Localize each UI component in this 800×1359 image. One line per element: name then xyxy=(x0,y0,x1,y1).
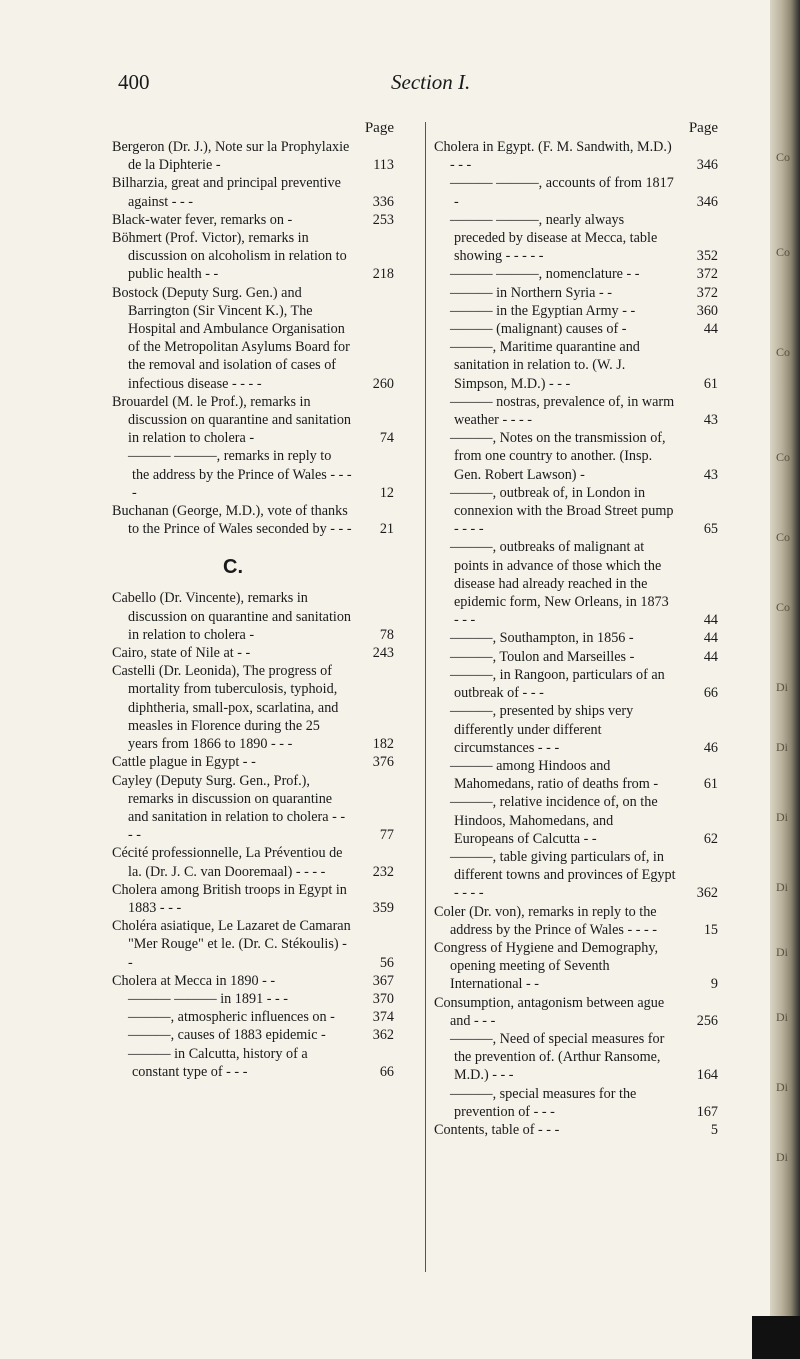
page-column-label: Page xyxy=(688,120,718,136)
index-entry-text: Consumption, antagonism between ague and - - - xyxy=(434,994,665,1029)
index-entry-page: 44 xyxy=(703,648,718,665)
index-entry-text: ——— in Calcutta, history of a constant type of - - - xyxy=(128,1045,308,1080)
edge-letter: Di xyxy=(776,810,788,824)
index-column-right xyxy=(434,118,718,1139)
index-entry-text: ——— among Hindoos and Mahomedans, ratio of deaths from - xyxy=(450,757,659,793)
edge-letter: Di xyxy=(776,1150,788,1164)
index-entry xyxy=(434,702,718,757)
index-entry-page: 74 xyxy=(379,430,394,447)
index-entry xyxy=(112,881,394,917)
index-entry xyxy=(434,1085,718,1121)
index-entry xyxy=(112,589,394,644)
index-entry xyxy=(434,320,718,338)
page-number: 400 xyxy=(118,70,150,94)
scan-shadow xyxy=(752,1316,800,1359)
index-entry-text: Böhmert (Prof. Victor), remarks in discussion on alcoholism in relation to public health - - xyxy=(112,230,347,283)
index-entry-page: 372 xyxy=(696,266,718,283)
index-entry xyxy=(112,284,394,393)
edge-letter: Di xyxy=(776,680,788,694)
index-entry-text: Cairo, state of Nile at - - xyxy=(112,645,251,662)
index-entry-text: ———, atmospheric influences on - xyxy=(128,1009,335,1026)
edge-letter: Co xyxy=(776,530,791,544)
index-entry xyxy=(112,753,394,771)
index-entries-cholera xyxy=(434,138,718,1139)
index-entry xyxy=(434,793,718,848)
index-entry-page: 232 xyxy=(372,863,394,880)
edge-letter: Di xyxy=(776,1010,788,1024)
index-entry xyxy=(434,338,718,393)
index-entry-page: 376 xyxy=(372,754,394,771)
section-letter: C. xyxy=(223,556,243,579)
edge-letter: Co xyxy=(776,600,791,614)
index-entry-text: Contents, table of - - - xyxy=(434,1121,560,1138)
index-entry-page: 15 xyxy=(703,921,718,938)
index-entry-text: Bergeron (Dr. J.), Note sur la Prophylaxie de la Diphterie - xyxy=(112,139,350,174)
index-entry-page: 352 xyxy=(696,248,718,265)
index-entry-page: 66 xyxy=(703,685,718,702)
index-entry xyxy=(434,848,718,903)
index-entry-page: 44 xyxy=(703,612,718,629)
edge-letter: Di xyxy=(776,1080,788,1094)
index-entry xyxy=(112,447,394,502)
index-entry-text: ———, Southampton, in 1856 - xyxy=(450,630,634,647)
index-entry-page: 61 xyxy=(703,375,718,392)
index-entry-text: ——— ——— in 1891 - - - xyxy=(128,990,288,1007)
index-entry-text: Brouardel (M. le Prof.), remarks in discussion on quarantine and sanitation in relation to cholera - xyxy=(112,393,352,447)
index-entry-page: 260 xyxy=(372,375,394,392)
index-entry-page: 113 xyxy=(373,157,394,174)
index-entry-text: ———, Toulon and Marseilles - xyxy=(450,648,635,665)
index-entry-page: 167 xyxy=(696,1103,718,1120)
index-entry xyxy=(112,972,394,990)
index-entry-page: 12 xyxy=(379,484,394,501)
index-entry-text: ———, Notes on the transmission of, from one country to another. (Insp. Gen. Robert Lawson) - xyxy=(450,430,666,483)
index-entry-text: ———, causes of 1883 epidemic - xyxy=(128,1027,326,1044)
index-entry xyxy=(434,903,718,939)
index-entry xyxy=(434,211,718,266)
index-entry-page: 46 xyxy=(703,739,718,756)
index-entry-page: 372 xyxy=(696,284,718,301)
index-entry-page: 62 xyxy=(703,830,718,847)
index-entry xyxy=(434,302,718,320)
index-entry-page: 256 xyxy=(696,1012,718,1029)
index-entry-page: 21 xyxy=(379,521,394,538)
index-entry-text: Cattle plague in Egypt - - xyxy=(112,754,256,771)
index-entry-text: ———, outbreak of, in London in connexion with the Broad Street pump - - - - xyxy=(450,484,674,538)
index-entry-page: 164 xyxy=(696,1067,718,1084)
index-entry-text: Cayley (Deputy Surg. Gen., Prof.), remarks in discussion on quarantine and sanitation in relation to cholera - - - - xyxy=(112,772,346,844)
running-title: Section I. xyxy=(391,70,471,94)
index-entry xyxy=(112,662,394,753)
index-entry-text: Buchanan (George, M.D.), vote of thanks to the Prince of Wales seconded by - - - xyxy=(112,503,352,538)
index-entry-page: 65 xyxy=(703,521,718,538)
index-entry-text: ———, special measures for the prevention of - - - xyxy=(450,1085,637,1120)
index-entry-text: ——— nostras, prevalence of, in warm weather - - - - xyxy=(450,393,675,429)
index-entry-page: 78 xyxy=(379,626,394,643)
index-entry-text: ——— in Northern Syria - - xyxy=(450,284,612,301)
index-entry xyxy=(434,994,718,1030)
index-entry xyxy=(434,484,718,539)
index-entry-page: 370 xyxy=(372,990,394,1007)
index-entry-text: ———, table giving particulars of, in different towns and provinces of Egypt - - - - xyxy=(450,848,676,902)
index-entry xyxy=(434,429,718,484)
column-divider xyxy=(425,122,426,1272)
index-entry xyxy=(112,174,394,210)
index-entry xyxy=(112,138,394,174)
edge-letter: Di xyxy=(776,945,788,959)
index-entry-text: ——— ———, remarks in reply to the address by the Prince of Wales - - - - xyxy=(128,448,352,501)
index-entry-text: Cholera in Egypt. (F. M. Sandwith, M.D.) - - - xyxy=(434,139,672,174)
index-entry xyxy=(434,939,718,994)
index-entry-page: 362 xyxy=(372,1027,394,1044)
index-entry-text: Coler (Dr. von), remarks in reply to the address by the Prince of Wales - - - - xyxy=(434,903,658,938)
index-entry-text: ———, presented by ships very differently under different circumstances - - - xyxy=(450,703,634,756)
index-entry xyxy=(434,393,718,429)
index-entry-page: 43 xyxy=(703,466,718,483)
page-header xyxy=(118,70,698,104)
index-entry-text: Castelli (Dr. Leonida), The progress of mortality from tuberculosis, typhoid, diphtheria, small-pox, scarlatina, and measles in Florence during the 25 years from 1866 to 1890 - - - xyxy=(112,663,339,753)
index-entry xyxy=(112,1008,394,1026)
index-entry xyxy=(434,1030,718,1085)
index-entry xyxy=(434,1121,718,1139)
index-entry xyxy=(112,844,394,880)
index-entry xyxy=(434,174,718,210)
index-entry xyxy=(434,265,718,283)
index-entries-c xyxy=(112,589,394,1080)
index-entry-text: ——— ———, nearly always preceded by disease at Mecca, table showing - - - - - xyxy=(450,211,658,265)
index-entry-page: 5 xyxy=(710,1121,718,1138)
index-entry-page: 43 xyxy=(703,412,718,429)
index-entry-text: Congress of Hygiene and Demography, opening meeting of Seventh International - - xyxy=(434,939,659,993)
index-entry-page: 44 xyxy=(703,630,718,647)
index-entry-page: 9 xyxy=(710,976,718,993)
index-entry-text: Cabello (Dr. Vincente), remarks in discussion on quarantine and sanitation in relation to cholera - xyxy=(112,590,352,643)
index-entry-text: Bilharzia, great and principal preventive against - - - xyxy=(112,175,341,210)
index-entry-text: Cécité professionnelle, La Préventiou de la. (Dr. J. C. van Dooremaal) - - - - xyxy=(112,845,343,880)
index-entry-text: ——— in the Egyptian Army - - xyxy=(450,302,636,319)
index-entry xyxy=(112,211,394,229)
index-entry-page: 336 xyxy=(372,193,394,210)
index-entry-text: ———, in Rangoon, particulars of an outbreak of - - - xyxy=(450,666,665,702)
index-entry-page: 243 xyxy=(372,645,394,662)
index-entry-text: ——— ———, nomenclature - - xyxy=(450,266,640,283)
edge-letter: Co xyxy=(776,345,791,359)
edge-letter: Co xyxy=(776,245,791,259)
edge-letter: Co xyxy=(776,150,791,164)
index-entry xyxy=(112,990,394,1008)
index-entry-page: 346 xyxy=(696,157,718,174)
index-entry xyxy=(112,917,394,972)
index-entry-text: ——— (malignant) causes of - xyxy=(450,321,627,338)
page-column-label: Page xyxy=(364,120,394,136)
index-entry-page: 66 xyxy=(379,1063,394,1080)
index-entry xyxy=(434,629,718,647)
edge-letter: Co xyxy=(776,450,791,464)
index-entry xyxy=(434,538,718,629)
index-entry xyxy=(112,393,394,448)
index-entry-text: ———, Need of special measures for the prevention of. (Arthur Ransome, M.D.) - - - xyxy=(450,1030,665,1084)
index-entry-page: 77 xyxy=(379,827,394,844)
index-entry-text: ———, outbreaks of malignant at points in advance of those which the disease had already reached in the epidemic form, New Orleans, in 1873 - - - xyxy=(450,539,669,629)
index-entry-page: 61 xyxy=(703,776,718,793)
index-entry xyxy=(112,1026,394,1044)
index-entry-page: 253 xyxy=(372,211,394,228)
index-entry-text: Bostock (Deputy Surg. Gen.) and Barrington (Sir Vincent K.), The Hospital and Ambulance Organisation of the Metropolitan Asylums Board for the removal and isolation of cases of infectious disease - - - - xyxy=(112,284,350,392)
index-entry-text: ———, Maritime quarantine and sanitation in relation to. (W. J. Simpson, M.D.) - - - xyxy=(450,339,640,392)
index-entry-page: 362 xyxy=(696,885,718,902)
index-entry-page: 346 xyxy=(696,193,718,210)
edge-letter: Di xyxy=(776,740,788,754)
index-entry-text: ——— ———, accounts of from 1817 - xyxy=(450,175,674,210)
index-entry xyxy=(434,138,718,174)
index-entry xyxy=(434,666,718,702)
index-entry-page: 374 xyxy=(372,1009,394,1026)
index-entry-page: 218 xyxy=(372,266,394,283)
index-entry-text: ———, relative incidence of, on the Hindoos, Mahomedans, and Europeans of Calcutta - - xyxy=(450,794,658,847)
index-entry xyxy=(434,284,718,302)
index-entry-text: Choléra asiatique, Le Lazaret de Camaran "Mer Rouge" et le. (Dr. C. Stékoulis) - - xyxy=(112,918,351,971)
index-entry-text: Black-water fever, remarks on - xyxy=(112,211,293,228)
edge-letter: Di xyxy=(776,880,788,894)
index-entry xyxy=(112,644,394,662)
index-entries-b xyxy=(112,138,394,538)
index-entry-page: 182 xyxy=(372,736,394,753)
index-entry xyxy=(434,648,718,666)
index-entry xyxy=(112,229,394,284)
index-entry xyxy=(112,772,394,845)
index-entry xyxy=(434,757,718,793)
index-entry-page: 367 xyxy=(372,972,394,989)
index-column-left xyxy=(112,118,394,1081)
index-entry xyxy=(112,1045,394,1081)
index-entry-page: 44 xyxy=(703,321,718,338)
index-entry-text: Cholera among British troops in Egypt in 1883 - - - xyxy=(112,881,347,916)
index-entry-page: 360 xyxy=(696,302,718,319)
index-entry xyxy=(112,502,394,538)
index-entry-page: 56 xyxy=(379,954,394,971)
index-entry-page: 359 xyxy=(372,899,394,916)
index-entry-text: Cholera at Mecca in 1890 - - xyxy=(112,972,276,989)
